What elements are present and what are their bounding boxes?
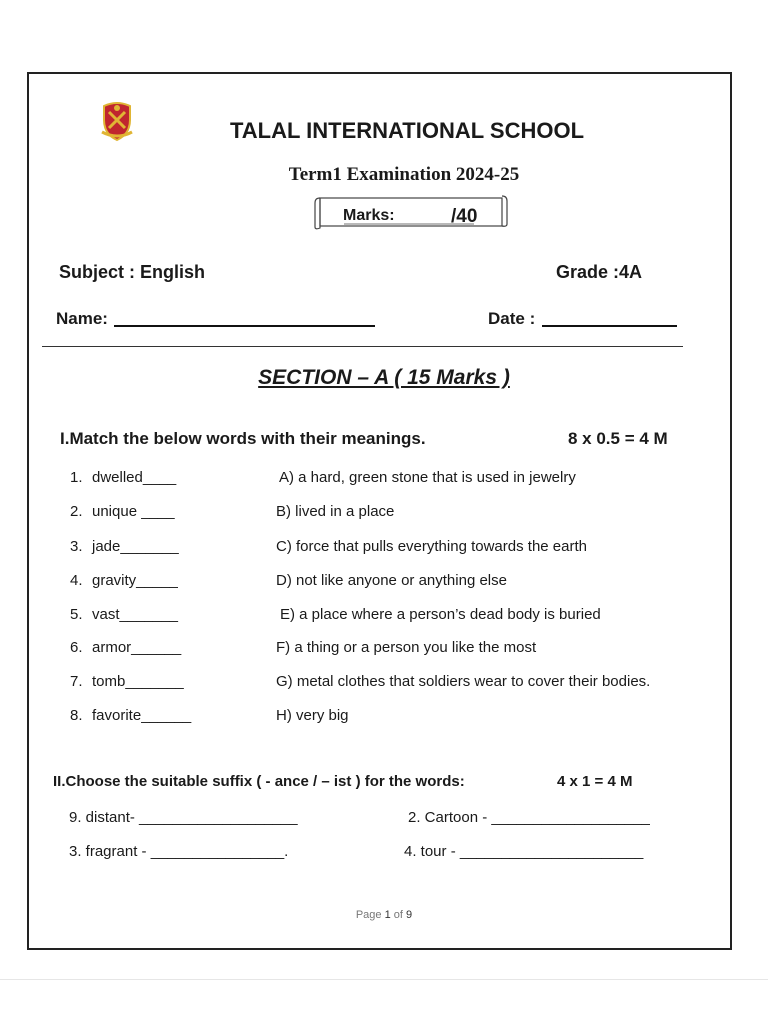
suffix-item-cartoon: 2. Cartoon - ___________________	[408, 809, 650, 826]
name-field[interactable]	[114, 325, 375, 327]
grade-label: Grade :4A	[556, 262, 643, 282]
q2-marks: 4 x 1 = 4 M	[557, 773, 633, 790]
word-number: 1.	[70, 469, 83, 486]
marks-total: /40	[451, 206, 478, 227]
match-word-5	[70, 606, 178, 623]
marks-label: Marks:	[343, 207, 395, 224]
match-word-6	[70, 639, 181, 656]
word-number: 4.	[70, 572, 83, 589]
word-text: favorite______	[92, 707, 192, 724]
name-label: Name:	[56, 309, 108, 328]
word-number: 8.	[70, 707, 83, 724]
date-label: Date :	[488, 309, 536, 328]
page-current: 1	[384, 909, 391, 921]
section-a-title	[0, 366, 768, 390]
subject-label: Subject : English	[59, 262, 206, 282]
word-number: 6.	[70, 639, 83, 656]
meaning-d: D) not like anyone or anything else	[276, 572, 507, 589]
word-text: armor______	[92, 639, 182, 656]
suffix-item-distant: 9. distant- ___________________	[69, 809, 298, 826]
word-number: 3.	[70, 538, 83, 555]
q1-marks: 8 x 0.5 = 4 M	[568, 429, 668, 448]
word-text: gravity_____	[92, 572, 178, 589]
q2-instruction: II.Choose the suitable suffix ( - ance / – ist ) for the words:	[53, 773, 465, 790]
word-number: 2.	[70, 503, 83, 520]
date-field[interactable]	[542, 325, 677, 327]
match-word-3	[70, 538, 179, 555]
word-text: jade_______	[92, 538, 179, 555]
match-word-7	[70, 673, 184, 690]
page-prefix: Page	[355, 909, 382, 921]
meaning-a: A) a hard, green stone that is used in jewelry	[279, 469, 576, 486]
divider	[42, 346, 683, 347]
word-text: tomb_______	[92, 673, 184, 690]
word-text: unique ____	[92, 503, 175, 520]
exam-title: Term1 Examination 2024-25	[288, 164, 520, 185]
meaning-f: F) a thing or a person you like the most	[276, 639, 537, 656]
word-number: 7.	[70, 673, 83, 690]
meaning-e: E) a place where a person’s dead body is buried	[280, 606, 601, 623]
suffix-item-tour: 4. tour - ______________________	[404, 843, 644, 860]
page-number	[0, 909, 768, 921]
page-of: of	[393, 909, 403, 921]
word-text: vast_______	[92, 606, 178, 623]
meaning-h: H) very big	[276, 707, 349, 724]
meaning-c: C) force that pulls everything towards the earth	[276, 538, 587, 555]
section-a-title-text: SECTION – A ( 15 Marks )	[258, 366, 510, 389]
page-total: 9	[406, 909, 413, 921]
match-word-1	[70, 469, 176, 486]
school-name: TALAL INTERNATIONAL SCHOOL	[229, 118, 585, 143]
q1-instruction: I.Match the below words with their meanings.	[60, 429, 426, 448]
meaning-g: G) metal clothes that soldiers wear to cover their bodies.	[276, 673, 651, 690]
word-number: 5.	[70, 606, 83, 623]
match-word-8	[70, 707, 191, 724]
suffix-item-fragrant: 3. fragrant - ________________.	[69, 843, 289, 860]
match-word-2	[70, 503, 175, 520]
word-text: dwelled____	[92, 469, 177, 486]
meaning-b: B) lived in a place	[276, 503, 395, 520]
match-word-4	[70, 572, 178, 589]
viewer-bottom-edge	[0, 979, 768, 980]
